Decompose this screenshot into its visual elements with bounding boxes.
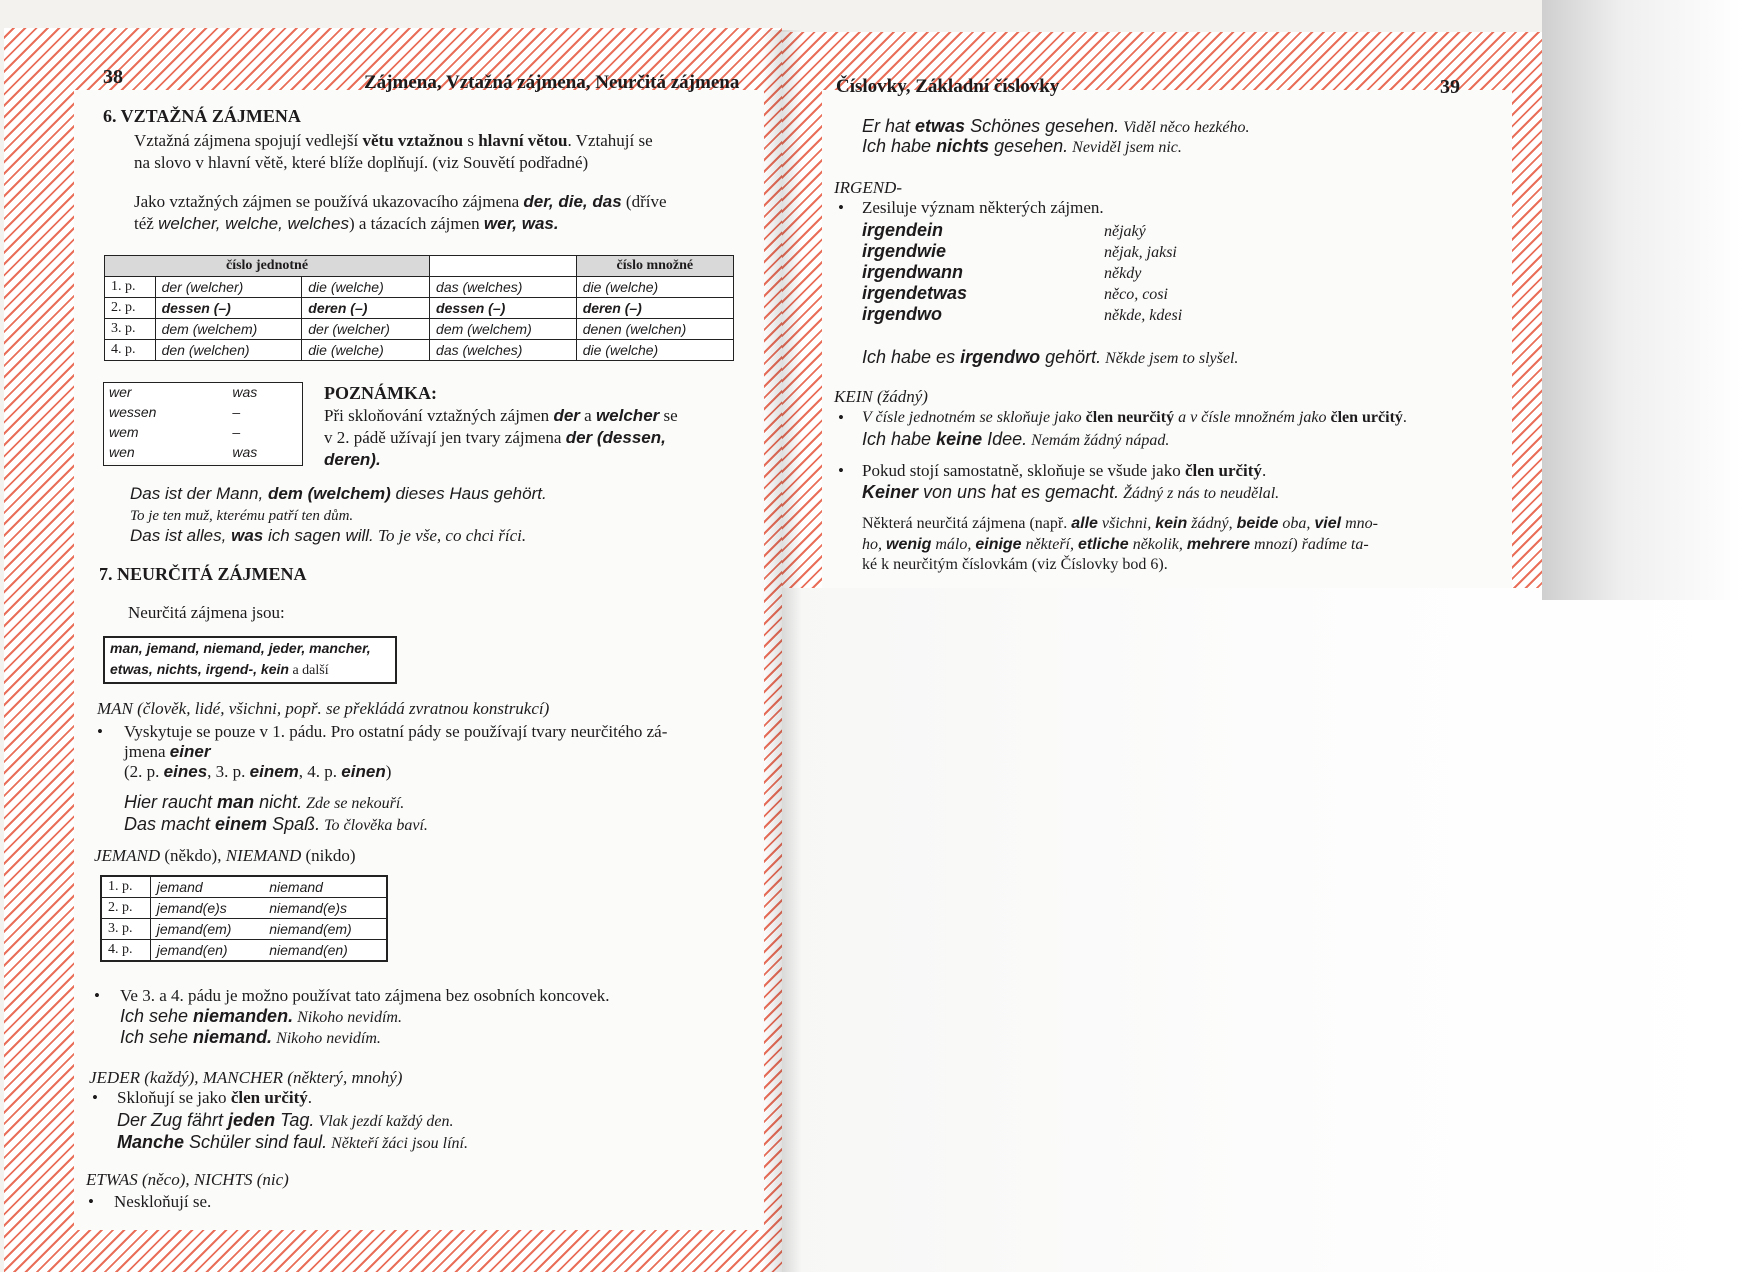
neurc-box-line-1: man, jemand, niemand, jeder, mancher, xyxy=(110,640,371,656)
bullet-icon: • xyxy=(88,1192,94,1211)
jemand-bullet-line-1: Ve 3. a 4. pádu je možno používat tato zájmena bez osobních koncovek. xyxy=(120,986,610,1005)
table-row: 4. p. jemand(en) niemand(en) xyxy=(101,940,387,962)
jemand-example-1: Ich sehe niemanden. Nikoho nevidím. xyxy=(120,1006,402,1026)
running-title-left: Zájmena, Vztažná zájmena, Neurčitá zájmena xyxy=(364,72,740,93)
irgend-term: irgendwie xyxy=(862,241,947,261)
bullet-icon: • xyxy=(97,722,103,741)
right-example-2: Ich habe nichts gesehen. Neviděl jsem nic. xyxy=(862,136,1182,156)
table-row: wem – xyxy=(109,424,241,440)
note-title: POZNÁMKA: xyxy=(324,383,437,403)
man-example-1: Hier raucht man nicht. Zde se nekouří. xyxy=(124,792,405,812)
man-bullet-line-1: Vyskytuje se pouze v 1. pádu. Pro ostatní pády se používají tvary neurčitého zá- xyxy=(124,722,668,741)
irgend-term: irgendwo xyxy=(862,304,942,324)
irgend-meaning: někdy xyxy=(1104,265,1142,282)
irgend-meaning: nějaký xyxy=(1104,223,1146,240)
kein-example-2: Keiner von uns hat es gemacht. Žádný z nás to neudělal. xyxy=(862,482,1280,502)
para-2-line-2: též welcher, welche, welches) a tázacích zájmen wer, was. xyxy=(134,214,559,233)
table-row: 3. p. dem (welchem) der (welcher) dem (welchem) denen (welchen) xyxy=(105,319,734,340)
table-row: 1. p. jemand niemand xyxy=(101,876,387,898)
table-row: wer was xyxy=(109,384,258,400)
etwas-bullet-line-1: Neskloňují se. xyxy=(114,1192,212,1211)
section-7-title: 7. NEURČITÁ ZÁJMENA xyxy=(99,564,307,584)
wer-table-border xyxy=(103,382,303,466)
man-heading: MAN (člověk, lidé, všichni, popř. se překládá zvratnou konstrukcí) xyxy=(97,699,550,718)
table-row: 2. p. jemand(e)s niemand(e)s xyxy=(101,898,387,919)
bullet-icon: • xyxy=(838,408,844,427)
table-row: wen was xyxy=(109,444,258,460)
kein-heading: KEIN (žádný) xyxy=(834,387,928,406)
final-para-line-2: ho, wenig málo, einige někteří, etliche několik, mehrere mnozí) řadíme ta- xyxy=(862,536,1369,553)
page-edge-shadow xyxy=(1542,0,1742,600)
irgend-term: irgendwann xyxy=(862,262,964,282)
section-6-title: 6. VZTAŽNÁ ZÁJMENA xyxy=(103,106,301,126)
irgend-heading: IRGEND- xyxy=(834,178,902,197)
jeder-bullet-line-1: Skloňují se jako člen určitý. xyxy=(117,1088,313,1107)
jeder-heading: JEDER (každý), MANCHER (některý, mnohý) xyxy=(89,1068,403,1087)
note-line-2: v 2. pádě užívají jen tvary zájmena der (dessen, xyxy=(324,428,666,447)
table-row: 1. p. der (welcher) die (welche) das (welches) die (welche) xyxy=(105,277,734,298)
man-bullet-line-3: (2. p. eines, 3. p. einem, 4. p. einen) xyxy=(124,762,392,781)
table-row: 4. p. den (welchen) die (welche) das (welches) die (welche) xyxy=(105,340,734,361)
jemand-table xyxy=(100,875,388,962)
book-gutter xyxy=(762,30,802,1272)
kein-example-1: Ich habe keine Idee. Nemám žádný nápad. xyxy=(862,429,1170,449)
example-1-cz: To je ten muž, kterému patří ten dům. xyxy=(130,508,354,524)
para-1-line-2: na slovo v hlavní větě, které blíže doplňují. (viz Souvětí podřadné) xyxy=(134,153,589,172)
jeder-example-2: Manche Schüler sind faul. Někteří žáci jsou líní. xyxy=(117,1132,468,1152)
running-title-right: Číslovky, Základní číslovky xyxy=(836,76,1060,97)
declension-table xyxy=(104,255,734,361)
irgend-term: irgendetwas xyxy=(862,283,968,303)
etwas-heading: ETWAS (něco), NICHTS (nic) xyxy=(86,1170,289,1189)
irgend-meaning: nějak, jaksi xyxy=(1104,244,1177,261)
neurc-box-line-2: etwas, nichts, irgend-, kein a další xyxy=(110,661,329,678)
irgend-meaning: něco, cosi xyxy=(1104,286,1168,303)
table-row: wessen – xyxy=(109,404,241,420)
bullet-icon: • xyxy=(838,461,844,480)
note-line-1: Při skloňování vztažných zájmen der a welcher se xyxy=(324,406,678,425)
bullet-icon: • xyxy=(92,1088,98,1107)
note-line-3: deren). xyxy=(324,450,381,469)
header-singular: číslo jednotné xyxy=(105,256,430,277)
example-1-de: Das ist der Mann, dem (welchem) dieses Haus gehört. xyxy=(130,484,547,503)
page-number-left: 38 xyxy=(103,66,123,88)
irgend-example: Ich habe es irgendwo gehört. Někde jsem to slyšel. xyxy=(862,347,1239,367)
man-bullet-line-2: jmena einer xyxy=(124,742,211,761)
bullet-icon: • xyxy=(838,198,844,217)
para-2-line-1: Jako vztažných zájmen se používá ukazovacího zájmena der, die, das (dříve xyxy=(134,192,667,211)
blank-area xyxy=(782,588,1742,1272)
right-example-1: Er hat etwas Schönes gesehen. Viděl něco hezkého. xyxy=(862,116,1250,136)
jemand-heading: JEMAND (někdo), NIEMAND (nikdo) xyxy=(94,846,356,865)
kein-bullet-2: Pokud stojí samostatně, skloňuje se všude jako člen určitý. xyxy=(862,461,1267,480)
kein-bullet-1: V čísle jednotném se skloňuje jako člen neurčitý a v čísle množném jako člen určitý. xyxy=(862,409,1407,426)
para-1-line-1: Vztažná zájmena spojují vedlejší větu vztažnou s hlavní větou. Vztahují se xyxy=(134,131,653,150)
irgend-bullet-line: Zesiluje význam některých zájmen. xyxy=(862,198,1104,217)
page-number-right: 39 xyxy=(1440,76,1460,98)
example-2-de: Das ist alles, was ich sagen will. To je vše, co chci říci. xyxy=(130,526,527,545)
table-row: 3. p. jemand(em) niemand(em) xyxy=(101,919,387,940)
neurc-intro: Neurčitá zájmena jsou: xyxy=(128,603,285,622)
bullet-icon: • xyxy=(94,986,100,1005)
table-row: 2. p. dessen (–) deren (–) dessen (–) deren (–) xyxy=(105,298,734,319)
final-para-line-1: Některá neurčitá zájmena (např. alle všichni, kein žádný, beide oba, viel mno- xyxy=(862,515,1378,532)
irgend-meaning: někde, kdesi xyxy=(1104,307,1183,324)
jemand-example-2: Ich sehe niemand. Nikoho nevidím. xyxy=(120,1027,381,1047)
header-plural: číslo množné xyxy=(576,256,733,277)
final-para-line-3: ké k neurčitým číslovkám (viz Číslovky bod 6). xyxy=(862,556,1168,573)
jeder-example-1: Der Zug fährt jeden Tag. Vlak jezdí každý den. xyxy=(117,1110,454,1130)
irgend-term: irgendein xyxy=(862,220,944,240)
man-example-2: Das macht einem Spaß. To člověka baví. xyxy=(124,814,428,834)
